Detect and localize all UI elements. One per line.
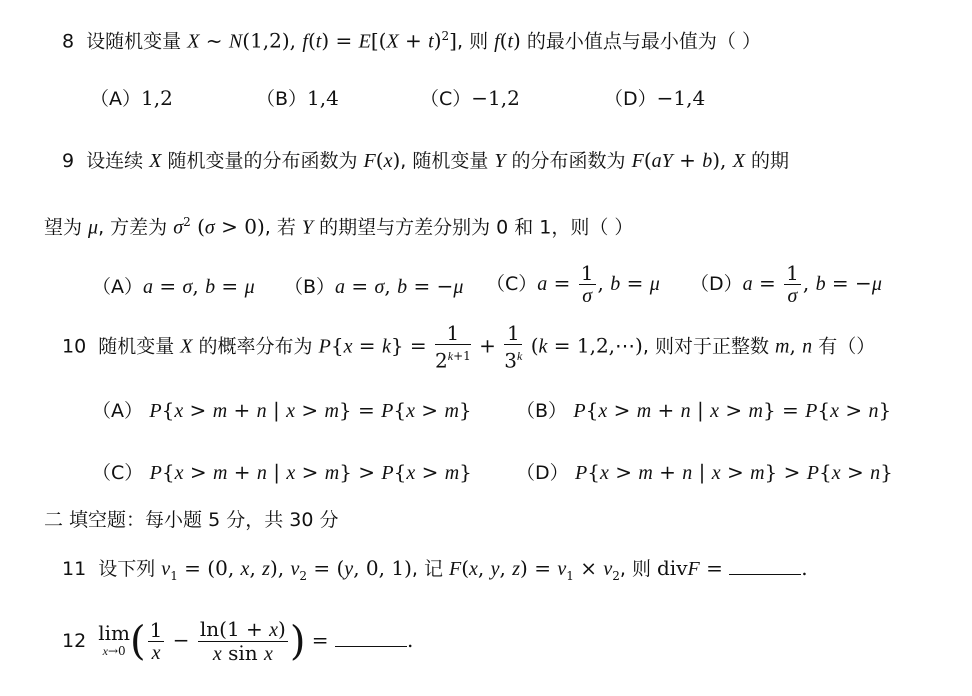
q11-answer-blank [729, 556, 801, 575]
q10-option-c: （C） P{x > m + n | x > m} > P{x > m} [92, 460, 472, 484]
section-2-heading: 二 填空题：每小题 5 分，共 30 分 [44, 509, 339, 531]
q8-option-d: （D）−1,4 [604, 86, 706, 110]
q8-option-b: （B）1,4 [256, 86, 339, 110]
q12-answer-blank [335, 628, 407, 647]
q8-option-c: （C）−1,2 [420, 86, 520, 110]
q8-option-a: （A）1,2 [90, 86, 173, 110]
q8-stem: 8 设随机变量 X ~ N(1,2), $f(t) = E[(X + t)^2]$, 则 f(t) 的最小值点与最小值为（ ） [62, 28, 761, 53]
q9-option-c: （C）a = $\frac{1}{\sigma}$ , b = μ [486, 261, 660, 307]
q9-stem-line2: 望为 μ, 方差为 $\sigma^2$ (σ > 0), 若 Y 的期望与方差分别为 0 和 1，则（ ） [44, 214, 634, 239]
q11-stem: 11 设下列 $v_1 = (0$, x, z), $v_2 = (y$, 0, 1), 记 F(x, y, $z) = v_1 \times v_2$, 则 divF = . [62, 556, 808, 583]
q9-stem-line1: 9 设连续 X 随机变量的分布函数为 F(x), 随机变量 Y 的分布函数为 F(aY + b), X 的期 [62, 148, 790, 172]
q12-stem: 12 lim x→0 ( $\frac{1}{x}$ − $\frac{\ln(1 + x)}{\text{x sin x}}$ ) = . [62, 617, 414, 665]
q10-option-d: （D） P{x > m + n | x > m} > P{x > n} [516, 460, 893, 484]
q10-stem: 10 随机变量 X 的概率分布为 P{x = k} = $\frac{1}{2^{k+1}}$ + $\frac{1}{3^k}$ (k = 1,2,⋯), 则对于正整数 m, n 有（） [62, 321, 876, 373]
q10-option-b: （B） P{x > m + n | x > m} = P{x > n} [516, 398, 892, 422]
q9-option-d: （D）a = $\frac{1}{\sigma}$ , b = −μ [690, 261, 882, 307]
q10-option-a: （A） P{x > m + n | x > m} = P{x > m} [92, 398, 472, 422]
q9-option-a: （A）a = σ, b = μ [92, 274, 255, 298]
q9-option-b: （B）a = σ, b = −μ [284, 274, 464, 298]
